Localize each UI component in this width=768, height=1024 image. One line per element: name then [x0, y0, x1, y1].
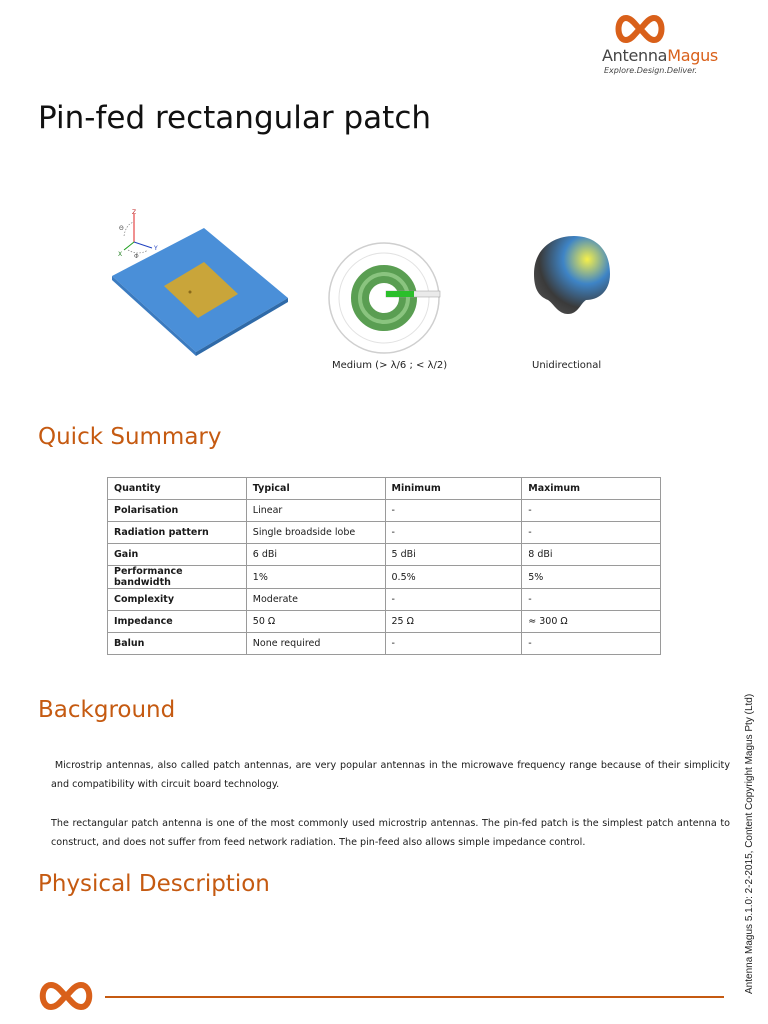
table-cell: 5% [522, 566, 661, 589]
z-axis-label: Z [132, 209, 137, 216]
table-cell: - [522, 500, 661, 522]
table-cell: Gain [108, 544, 247, 566]
table-cell: Balun [108, 633, 247, 655]
table-cell: - [522, 522, 661, 544]
radiation-pattern-figure [528, 234, 614, 322]
table-row [108, 566, 661, 589]
table-row [108, 589, 661, 611]
theta-label: Θ [119, 225, 124, 232]
physical-description-heading: Physical Description [38, 871, 270, 897]
table-cell: - [522, 633, 661, 655]
y-axis-label: Y [154, 245, 158, 252]
table-cell: - [385, 633, 522, 655]
header-maximum: Maximum [522, 478, 661, 500]
table-cell: None required [246, 633, 385, 655]
quick-summary-heading: Quick Summary [38, 424, 222, 450]
table-cell: Radiation pattern [108, 522, 247, 544]
background-heading: Background [38, 697, 176, 723]
page-title: Pin-fed rectangular patch [38, 100, 432, 136]
table-cell: Performance bandwidth [108, 566, 247, 589]
brand-name: AntennaMagus [602, 46, 718, 65]
table-cell: 0.5% [385, 566, 522, 589]
background-paragraph-1: Microstrip antennas, also called patch antennas, are very popular antennas in the microwave frequency range because of their simplicity and compatibility with circuit board technology. [51, 760, 734, 790]
table-cell: 25 Ω [385, 611, 522, 633]
table-cell: 5 dBi [385, 544, 522, 566]
table-row [108, 522, 661, 544]
infinity-logo-icon [612, 14, 668, 44]
header-typical: Typical [246, 478, 385, 500]
header-quantity: Quantity [108, 478, 247, 500]
infinity-logo-icon [36, 980, 96, 1012]
table-cell: Moderate [246, 589, 385, 611]
brand-tagline: Explore.Design.Deliver. [604, 66, 698, 75]
table-cell: ≈ 300 Ω [522, 611, 661, 633]
table-row [108, 633, 661, 655]
table-row [108, 544, 661, 566]
table-cell: Polarisation [108, 500, 247, 522]
summary-table [107, 477, 661, 655]
footer-divider [105, 996, 724, 998]
header-minimum: Minimum [385, 478, 522, 500]
table-cell: 8 dBi [522, 544, 661, 566]
x-axis-label: X [118, 251, 123, 258]
phi-label: Φ [134, 253, 139, 260]
table-cell: Linear [246, 500, 385, 522]
table-cell: Single broadside lobe [246, 522, 385, 544]
copyright-note: Antenna Magus 5.1.0: 2-2-2015, Content Copyright Magus Pty (Ltd) [744, 693, 755, 994]
table-cell: Impedance [108, 611, 247, 633]
table-cell: Complexity [108, 589, 247, 611]
table-cell: - [385, 522, 522, 544]
table-header-row [108, 478, 661, 500]
pattern-caption: Unidirectional [532, 360, 602, 371]
table-cell: - [522, 589, 661, 611]
table-row [108, 500, 661, 522]
table-cell: 6 dBi [246, 544, 385, 566]
table-cell: - [385, 500, 522, 522]
table-row [108, 611, 661, 633]
table-cell: 50 Ω [246, 611, 385, 633]
background-paragraph-2: The rectangular patch antenna is one of the most commonly used microstrip antennas. The pin-fed patch is the simplest patch antenna to construct, and does not suffer from feed network radiation. The pin-feed also allows simple impedance control. [51, 818, 730, 848]
brand-logo [598, 14, 720, 84]
table-cell: 1% [246, 566, 385, 589]
size-indicator-figure [326, 240, 442, 360]
patch-geometry-figure [112, 206, 288, 360]
footer-logo [36, 980, 96, 1016]
size-caption: Medium (> λ/6 ; < λ/2) [332, 360, 448, 371]
table-cell: - [385, 589, 522, 611]
